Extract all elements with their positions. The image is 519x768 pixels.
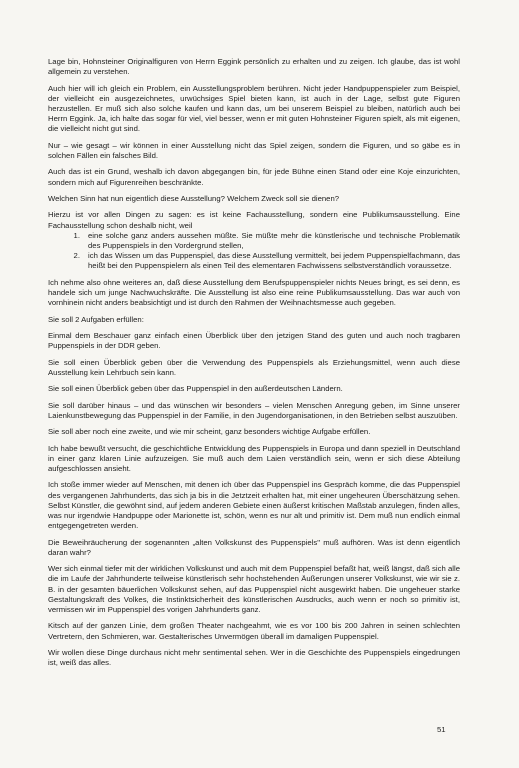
list-item-text: ich das Wissen um das Puppenspiel, das diese Ausstellung vermittelt, bei jedem Puppenspielfachmann, das heißt bei den Puppenspielern als einen Teil des elementaren Fachwissens selbstverständlich voraussetze.	[88, 251, 460, 271]
paragraph: Auch das ist ein Grund, weshalb ich davon abgegangen bin, für jede Bühne einen Stand oder eine Koje einzurichten, sondern mich auf Figurenreihen beschränkte.	[48, 167, 460, 187]
paragraph: Lage bin, Hohnsteiner Originalfiguren von Herrn Eggink persönlich zu erhalten und zu zeigen. Ich glaube, das ist wohl allgemein zu verstehen.	[48, 57, 460, 77]
list-item	[48, 251, 460, 271]
paragraph: Einmal dem Beschauer ganz einfach einen Überblick über den jetzigen Stand des guten und auch noch tragbaren Puppenspiels in der DDR geben.	[48, 330, 460, 351]
paragraph: Sie soll darüber hinaus – und das wünschen wir besonders – vielen Menschen Anregung geben, im Sinne unserer Laienkunstbewegung das Puppenspiel in der Familie, in den Jugendorganisationen, in den Betrieben selbst auszuüben.	[48, 400, 460, 420]
paragraph: Nur – wie gesagt – wir können in einer Ausstellung nicht das Spiel zeigen, sondern die Figuren, und so gäbe es in solchen Fällen ein falsches Bild.	[48, 140, 460, 160]
list-item-text: eine solche ganz anders aussehen müßte. Sie müßte mehr die künstlerische und technische Problematik des Puppenspiels in den Vordergrund stellen,	[88, 230, 460, 250]
numbered-list	[48, 231, 460, 272]
paragraph: Kitsch auf der ganzen Linie, dem großen Theater nachgeahmt, wie es vor 100 bis 200 Jahren in seinen schlechten Vertretern, den Schmieren, war. Gestalterisches Unvermögen überall im damaligen Puppenspiel.	[48, 621, 460, 641]
paragraph: Hierzu ist vor allen Dingen zu sagen: es ist keine Fachausstellung, sondern eine Publikumsausstellung. Eine Fachausstellung schon deshalb nicht, weil	[48, 210, 460, 230]
paragraph: Sie soll aber noch eine zweite, und wie mir scheint, ganz besonders wichtige Aufgabe erfüllen.	[48, 427, 371, 437]
paragraph: Ich stoße immer wieder auf Menschen, mit denen ich über das Puppenspiel ins Gespräch komme, die das Puppenspiel des vergangenen Jahrhunderts, das sich ja bis in die Jetztzeit erhalten hat, mit einer ungeheuren Überschätzung sehen. Selbst Künstler, die gewöhnt sind, auf jedem anderen Gebiete einen äußerst kritischen Maßstab anzulegen, finden alles, was nur irgendwie Handpuppe oder Marionette ist, schön, wenn es nur alt und primitiv ist. Dem muß nun endlich einmal entgegengetreten werden.	[48, 480, 460, 531]
paragraph: Wer sich einmal tiefer mit der wirklichen Volkskunst und auch mit dem Puppenspiel befaßt hat, weiß längst, daß sich alle die im Laufe der Jahrhunderte teilweise künstlerisch sehr hochstehenden Äußerungen unserer Volkskunst, wie wir sie z. B. in der gesamten bäuerlichen Volkskunst sehen, auf das Puppenspiel nicht ausgewirkt haben. Die ungeheuer starke Gestaltungskraft des Volkes, die Instinktsicherheit des künstlerischen Ausdrucks, auch wenn er noch so primitiv ist, vermissen wir im Puppenspiel des vorigen Jahrhunderts ganz.	[48, 564, 460, 614]
list-item-number: 1.	[73, 230, 80, 240]
paragraph: Sie soll einen Überblick geben über die Verwendung des Puppenspiels als Erziehungsmittel, wenn auch diese Ausstellung kein Lehrbuch sein kann.	[48, 357, 460, 377]
paragraph: Ich nehme also ohne weiteres an, daß diese Ausstellung dem Berufspuppenspieler nichts Neues bringt, es sei denn, es handele sich um junge Nachwuchskräfte. Die Ausstellung ist also eine reine Publikumsausstellung. Das war auch von vornhinein nicht anders beabsichtigt und ist durch den Rahmen der Weihnachtsmesse auch gegeben.	[48, 277, 460, 308]
paragraph: Wir wollen diese Dinge durchaus nicht mehr sentimental sehen. Wer in die Geschichte des Puppenspiels eingedrungen ist, weiß das alles.	[48, 647, 460, 668]
list-item	[48, 231, 460, 251]
body-text	[48, 57, 460, 675]
list-item-number: 2.	[73, 251, 80, 261]
paragraph: Ich habe bewußt versucht, die geschichtliche Entwicklung des Puppenspiels in Europa und dann speziell in Deutschland in einer ganz klaren Linie aufzuzeigen. Sie muß auch dem Laien verständlich sein, wenn er sich diese Abteilung aufgeschlossen ansieht.	[48, 443, 460, 473]
paragraph: Auch hier will ich gleich ein Problem, ein Ausstellungsproblem berühren. Nicht jeder Handpuppenspieler zum Beispiel, der vielleicht ein ausgezeichnetes, urwüchsiges Spiel bieten kann, ist auch in der Lage, selbst gute Figuren herzustellen. Er muß sich also solche kaufen und kann das, um bei unserem Beispiel zu bleiben, natürlich auch bei Herrn Eggink. Ja, ich halte das sogar für viel, viel besser, wenn er mit guten Hohnsteiner Figuren spielt, als mit eigenen, die vielleicht nicht gut sind.	[48, 83, 460, 134]
paragraph: Sie soll einen Überblick geben über das Puppenspiel in den außerdeutschen Ländern.	[48, 384, 343, 394]
paragraph: Welchen Sinn hat nun eigentlich diese Ausstellung? Welchem Zweck soll sie dienen?	[48, 193, 340, 203]
paragraph: Die Beweihräucherung der sogenannten „alten Volkskunst des Puppenspiels" muß aufhören. Was ist denn eigentlich daran wahr?	[48, 537, 460, 557]
paragraph: Sie soll 2 Aufgaben erfüllen:	[48, 314, 144, 324]
page-number: 51	[437, 725, 446, 734]
